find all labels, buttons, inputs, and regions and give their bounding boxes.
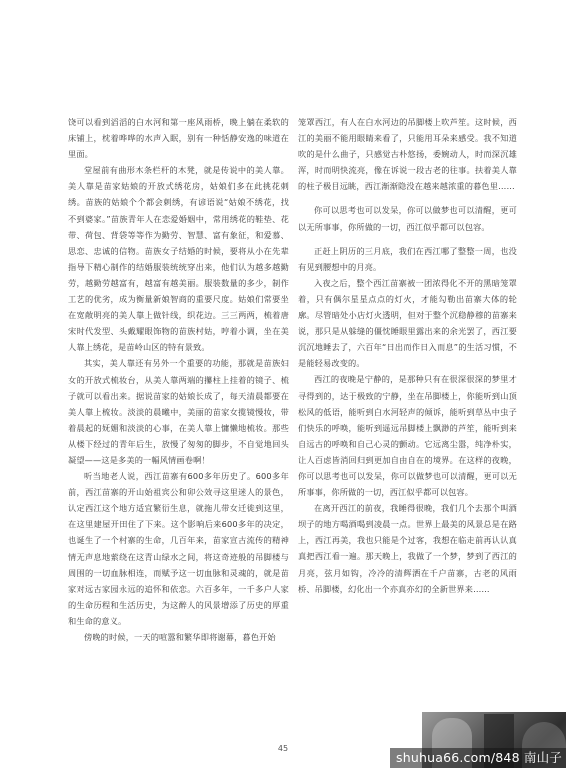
- paragraph: 西江的夜晚是宁静的，是那种只有在很深很深的梦里才寻得到的，达于极致的宁静，坐在吊脚楼上，你能听到山顶松风的低语，能听到白水河轻声的倾诉，能听到草丛中虫子们快乐的呼唤，能听到遥远吊脚楼上飘渺的芦笙，能听到来自远古的呼唤和自己心灵的颤动。它远离尘嚣，纯净朴实，让人百虑皆消回归到更加自由自在的境界。在这样的夜晚，你可以思考也可以发呆，你可以做梦也可以清醒，更可以无所事事，你所做的一切，西江似乎都可以包容。: [298, 374, 517, 498]
- paragraph: 你可以思考也可以发呆，你可以做梦也可以清醒，更可以无所事事，你所做的一切，西江似乎都可以包容。: [298, 205, 517, 232]
- paragraph: 笼罩西江，有人在白水河边的吊脚楼上吹芦笙。这时候，西江的美丽不能用眼睛来看了，只能用耳朵来感受。我不知道吹的是什么曲子，只感觉古朴悠扬，委婉动人，时而深沉雄浑，时而明快流亮，像在诉说一段古老的往事。扶着美人靠的柱子极目远眺，西江渐渐隐没在越来越浓重的暮色里……: [298, 117, 517, 192]
- paragraph: 在离开西江的前夜，我睡得很晚，我们几个去那个叫酒坝子的地方喝酒喝到凌晨一点。世界上最美的风景总是在路上，西江再美，我也只能是个过客，我想在临走前再认认真真把西江看一遍。那天晚上，我做了一个梦，梦到了西江的月亮，弦月如钩，冷冷的清辉洒在千户苗寨，古老的风雨桥、吊脚楼，幻化出一个亦真亦幻的全新世界来……: [298, 503, 517, 594]
- watermark: shuhua66.com/848 南山子: [390, 748, 566, 768]
- paragraph: 堂屋前有曲形木条栏杆的木凳，就是传说中的美人靠。美人靠是苗家姑娘的开放式绣花房，姑娘们多在此挑花刺绣。苗族的姑娘个个都会刺绣，有谚语说“姑娘不绣花，找不到婆家。”苗族青年人在恋爱婚姻中，常用绣花的鞋垫、花带、荷包、背袋等等作为勤劳、智慧、富有象征，和爱慕、思恋、忠诚的信物。苗族女子结婚的时候，要将从小在先辈指导下精心制作的结婚服装统统穿出来，他们认为越多越勤劳，越勤劳越富有，越富有越美丽。服装数量的多少，制作工艺的优劣，成为衡量新娘智商的重要尺度。姑娘们常要坐在宽敞明亮的美人靠上做针线，织花边。三三两两，梳着唐宋时代发型、头戴耀眼饰物的苗族村姑，哼着小调，坐在美人靠上绣花，是苗岭山区的特有景致。: [68, 165, 289, 353]
- paragraph: 正赶上阴历的三月底，我们在西江哪了整整一周，也没有见到腰想中的月亮。: [298, 245, 517, 272]
- paragraph: 傍晚的时候，一天的喧嚣和繁华即将谢幕，暮色开始: [84, 632, 276, 642]
- paragraph: 入夜之后，整个西江苗寨被一团浓得化不开的黑暗笼罩着，只有偶尔星星点点的灯火，才能勾勒出苗寨大体的轮廓。尽管暗处小店灯火透明，但对于整个沉稳静穆的苗寨来说，那只是从躲缝的僵忱睡眼里露出来的余光罢了，西江要沉沉地睡去了，六百年“日出而作日入而息”的生活习惯，不是能轻易改变的。: [298, 277, 517, 369]
- paragraph: 听当地老人说，西江苗寨有600多年历史了。600多年前，西江苗寨的开山始祖宾公和卯公效寻这里迷人的景色，认定西江这个地方适宜繁衍生息，就拖儿带女迁徙到这里，在这里建屋开田住了下来。这个影响后来600多年的决定，也诞生了一个村寨的生命，几百年来，苗家宣古流传的精神情无声息地萦绕在这青山绿水之间，将这奇迹般的吊脚楼与周围的一切血脉相连，而赋予这一切血脉和灵魂的，就是苗家对远古家园永远的追怀和依恋。六百多年，一千多户人家的生命历程和生活历史，为这醉人的风景增添了历史的厚重和生命的意义。: [68, 471, 289, 626]
- left-text-column: [68, 114, 289, 645]
- paragraph: 饶可以看到滔滔的白水河和第一座风雨桥，晚上躺在柔软的床铺上，枕着哗哗的水声入眠，别有一种恬静安逸的味道在里面。: [68, 117, 289, 160]
- page-number: 45: [277, 744, 289, 753]
- right-text-column: [298, 114, 517, 597]
- paragraph: 其实，美人靠还有另外一个重要的功能，那就是苗族妇女的开放式梳妆台，从美人靠两端的攥柱上挂着的镜子、梳子就可以看出来。据说苗家的姑娘长成了，每天清晨都要在美人靠上梳妆。淡淡的晨曦中，美丽的苗家女揽镜慢妆，带着晨起的妩媚和淡淡的心事，在美人靠上慵懒地梳妆。那些从楼下经过的青年后生，放慢了匆匆的脚步，不自觉地回头凝望——这是多美的一幅风情画卷啊！: [68, 358, 289, 465]
